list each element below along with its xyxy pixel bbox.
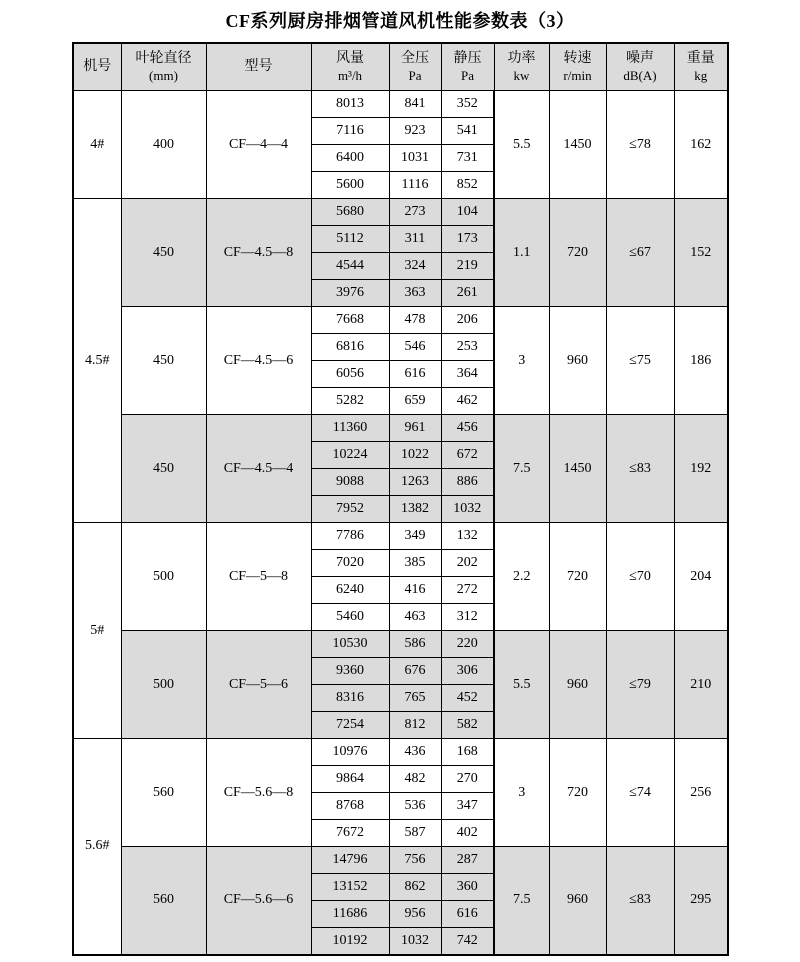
power-cell: 3: [494, 307, 549, 415]
table-header: [73, 43, 728, 91]
total-pressure-cell: 1022: [389, 442, 441, 469]
power-cell: 7.5: [494, 847, 549, 955]
weight-cell: 256: [674, 739, 728, 847]
weight-cell: 295: [674, 847, 728, 955]
speed-cell: 1450: [549, 415, 606, 523]
table-row: [73, 91, 728, 118]
noise-cell: ≤67: [606, 199, 674, 307]
total-pressure-cell: 463: [389, 604, 441, 631]
column-header-line1: 全压: [401, 51, 429, 67]
static-pressure-cell: 270: [441, 766, 494, 793]
noise-cell: ≤74: [606, 739, 674, 847]
column-header: [73, 43, 121, 91]
static-pressure-cell: 616: [441, 901, 494, 928]
diameter-cell: 560: [121, 739, 206, 847]
static-pressure-cell: 462: [441, 388, 494, 415]
airflow-cell: 7952: [311, 496, 389, 523]
airflow-cell: 7020: [311, 550, 389, 577]
table-body: [73, 91, 728, 955]
airflow-cell: 5680: [311, 199, 389, 226]
airflow-cell: 8013: [311, 91, 389, 118]
airflow-cell: 10224: [311, 442, 389, 469]
airflow-cell: 14796: [311, 847, 389, 874]
airflow-cell: 7672: [311, 820, 389, 847]
total-pressure-cell: 756: [389, 847, 441, 874]
airflow-cell: 5112: [311, 226, 389, 253]
static-pressure-cell: 672: [441, 442, 494, 469]
machine-no-cell: 5#: [73, 523, 121, 739]
airflow-cell: 11686: [311, 901, 389, 928]
model-cell: CF—4—4: [206, 91, 311, 199]
total-pressure-cell: 273: [389, 199, 441, 226]
column-header-line2: Pa: [461, 67, 474, 83]
static-pressure-cell: 347: [441, 793, 494, 820]
total-pressure-cell: 416: [389, 577, 441, 604]
airflow-cell: 5282: [311, 388, 389, 415]
total-pressure-cell: 1032: [389, 928, 441, 955]
speed-cell: 1450: [549, 91, 606, 199]
fan-parameters-table: [72, 42, 729, 956]
noise-cell: ≤75: [606, 307, 674, 415]
diameter-cell: 500: [121, 523, 206, 631]
total-pressure-cell: 324: [389, 253, 441, 280]
model-cell: CF—5—6: [206, 631, 311, 739]
static-pressure-cell: 168: [441, 739, 494, 766]
static-pressure-cell: 312: [441, 604, 494, 631]
table-row: [73, 199, 728, 226]
airflow-cell: 10976: [311, 739, 389, 766]
total-pressure-cell: 587: [389, 820, 441, 847]
column-header: [606, 43, 674, 91]
static-pressure-cell: 306: [441, 658, 494, 685]
power-cell: 5.5: [494, 91, 549, 199]
column-header-line2: r/min: [563, 67, 592, 83]
weight-cell: 204: [674, 523, 728, 631]
static-pressure-cell: 219: [441, 253, 494, 280]
power-cell: 5.5: [494, 631, 549, 739]
model-cell: CF—5.6—6: [206, 847, 311, 955]
total-pressure-cell: 676: [389, 658, 441, 685]
total-pressure-cell: 478: [389, 307, 441, 334]
weight-cell: 210: [674, 631, 728, 739]
airflow-cell: 7786: [311, 523, 389, 550]
table-row: [73, 739, 728, 766]
column-header-line1: 风量: [336, 51, 364, 67]
column-header: [206, 43, 311, 91]
column-header-line1: 静压: [453, 51, 482, 67]
airflow-cell: 3976: [311, 280, 389, 307]
static-pressure-cell: 272: [441, 577, 494, 604]
table-row: [73, 523, 728, 550]
column-header-line1: 转速: [563, 51, 592, 67]
column-header: [674, 43, 728, 91]
column-header-line2: kw: [513, 67, 530, 83]
total-pressure-cell: 546: [389, 334, 441, 361]
diameter-cell: 400: [121, 91, 206, 199]
weight-cell: 152: [674, 199, 728, 307]
static-pressure-cell: 456: [441, 415, 494, 442]
power-cell: 2.2: [494, 523, 549, 631]
static-pressure-cell: 541: [441, 118, 494, 145]
total-pressure-cell: 1116: [389, 172, 441, 199]
column-header-line1: 重量: [686, 51, 715, 67]
airflow-cell: 5460: [311, 604, 389, 631]
noise-cell: ≤83: [606, 415, 674, 523]
diameter-cell: 500: [121, 631, 206, 739]
static-pressure-cell: 253: [441, 334, 494, 361]
noise-cell: ≤79: [606, 631, 674, 739]
column-header: [494, 43, 549, 91]
column-header-line2: (mm): [149, 67, 178, 83]
total-pressure-cell: 482: [389, 766, 441, 793]
column-header-line1: 功率: [507, 51, 536, 67]
speed-cell: 960: [549, 847, 606, 955]
speed-cell: 720: [549, 739, 606, 847]
noise-cell: ≤70: [606, 523, 674, 631]
static-pressure-cell: 352: [441, 91, 494, 118]
total-pressure-cell: 349: [389, 523, 441, 550]
weight-cell: 186: [674, 307, 728, 415]
column-header-line1: 噪声: [626, 51, 654, 67]
airflow-cell: 11360: [311, 415, 389, 442]
diameter-cell: 560: [121, 847, 206, 955]
model-cell: CF—4.5—8: [206, 199, 311, 307]
total-pressure-cell: 765: [389, 685, 441, 712]
table-row: [73, 307, 728, 334]
column-header: [311, 43, 389, 91]
total-pressure-cell: 923: [389, 118, 441, 145]
noise-cell: ≤78: [606, 91, 674, 199]
machine-no-cell: 4#: [73, 91, 121, 199]
table-row: [73, 847, 728, 874]
table-row: [73, 631, 728, 658]
static-pressure-cell: 1032: [441, 496, 494, 523]
static-pressure-cell: 582: [441, 712, 494, 739]
total-pressure-cell: 961: [389, 415, 441, 442]
airflow-cell: 7116: [311, 118, 389, 145]
table-row: [73, 415, 728, 442]
column-header-line2: Pa: [408, 67, 422, 83]
machine-no-cell: 4.5#: [73, 199, 121, 523]
weight-cell: 192: [674, 415, 728, 523]
total-pressure-cell: 1263: [389, 469, 441, 496]
column-header: [549, 43, 606, 91]
total-pressure-cell: 812: [389, 712, 441, 739]
airflow-cell: 13152: [311, 874, 389, 901]
total-pressure-cell: 659: [389, 388, 441, 415]
machine-no-cell: 5.6#: [73, 739, 121, 955]
airflow-cell: 10192: [311, 928, 389, 955]
static-pressure-cell: 402: [441, 820, 494, 847]
diameter-cell: 450: [121, 199, 206, 307]
column-header-line1: 机号: [83, 59, 112, 75]
diameter-cell: 450: [121, 415, 206, 523]
column-header-line2: kg: [694, 67, 708, 83]
total-pressure-cell: 586: [389, 631, 441, 658]
airflow-cell: 5600: [311, 172, 389, 199]
airflow-cell: 6400: [311, 145, 389, 172]
airflow-cell: 9864: [311, 766, 389, 793]
speed-cell: 720: [549, 523, 606, 631]
static-pressure-cell: 364: [441, 361, 494, 388]
total-pressure-cell: 1382: [389, 496, 441, 523]
airflow-cell: 7254: [311, 712, 389, 739]
static-pressure-cell: 452: [441, 685, 494, 712]
column-header: [389, 43, 441, 91]
total-pressure-cell: 862: [389, 874, 441, 901]
airflow-cell: 4544: [311, 253, 389, 280]
total-pressure-cell: 841: [389, 91, 441, 118]
static-pressure-cell: 287: [441, 847, 494, 874]
airflow-cell: 6056: [311, 361, 389, 388]
speed-cell: 720: [549, 199, 606, 307]
total-pressure-cell: 436: [389, 739, 441, 766]
column-header: [121, 43, 206, 91]
static-pressure-cell: 886: [441, 469, 494, 496]
total-pressure-cell: 311: [389, 226, 441, 253]
power-cell: 7.5: [494, 415, 549, 523]
model-cell: CF—4.5—4: [206, 415, 311, 523]
total-pressure-cell: 536: [389, 793, 441, 820]
static-pressure-cell: 104: [441, 199, 494, 226]
static-pressure-cell: 173: [441, 226, 494, 253]
power-cell: 1.1: [494, 199, 549, 307]
model-cell: CF—4.5—6: [206, 307, 311, 415]
total-pressure-cell: 385: [389, 550, 441, 577]
static-pressure-cell: 360: [441, 874, 494, 901]
header-row: [73, 43, 728, 91]
page-title: CF系列厨房排烟管道风机性能参数表（3）: [225, 11, 575, 31]
model-cell: CF—5—8: [206, 523, 311, 631]
weight-cell: 162: [674, 91, 728, 199]
total-pressure-cell: 363: [389, 280, 441, 307]
airflow-cell: 10530: [311, 631, 389, 658]
airflow-cell: 9360: [311, 658, 389, 685]
column-header-line2: dB(A): [623, 67, 657, 83]
speed-cell: 960: [549, 631, 606, 739]
static-pressure-cell: 742: [441, 928, 494, 955]
column-header-line1: 叶轮直径: [135, 51, 192, 67]
diameter-cell: 450: [121, 307, 206, 415]
static-pressure-cell: 731: [441, 145, 494, 172]
static-pressure-cell: 206: [441, 307, 494, 334]
total-pressure-cell: 1031: [389, 145, 441, 172]
airflow-cell: 6816: [311, 334, 389, 361]
total-pressure-cell: 956: [389, 901, 441, 928]
static-pressure-cell: 202: [441, 550, 494, 577]
column-header-line1: 型号: [244, 59, 273, 75]
airflow-cell: 6240: [311, 577, 389, 604]
airflow-cell: 8768: [311, 793, 389, 820]
airflow-cell: 7668: [311, 307, 389, 334]
static-pressure-cell: 220: [441, 631, 494, 658]
column-header-line2: m³/h: [337, 67, 363, 83]
static-pressure-cell: 852: [441, 172, 494, 199]
static-pressure-cell: 132: [441, 523, 494, 550]
column-header: [441, 43, 494, 91]
static-pressure-cell: 261: [441, 280, 494, 307]
airflow-cell: 9088: [311, 469, 389, 496]
power-cell: 3: [494, 739, 549, 847]
airflow-cell: 8316: [311, 685, 389, 712]
model-cell: CF—5.6—8: [206, 739, 311, 847]
total-pressure-cell: 616: [389, 361, 441, 388]
noise-cell: ≤83: [606, 847, 674, 955]
speed-cell: 960: [549, 307, 606, 415]
